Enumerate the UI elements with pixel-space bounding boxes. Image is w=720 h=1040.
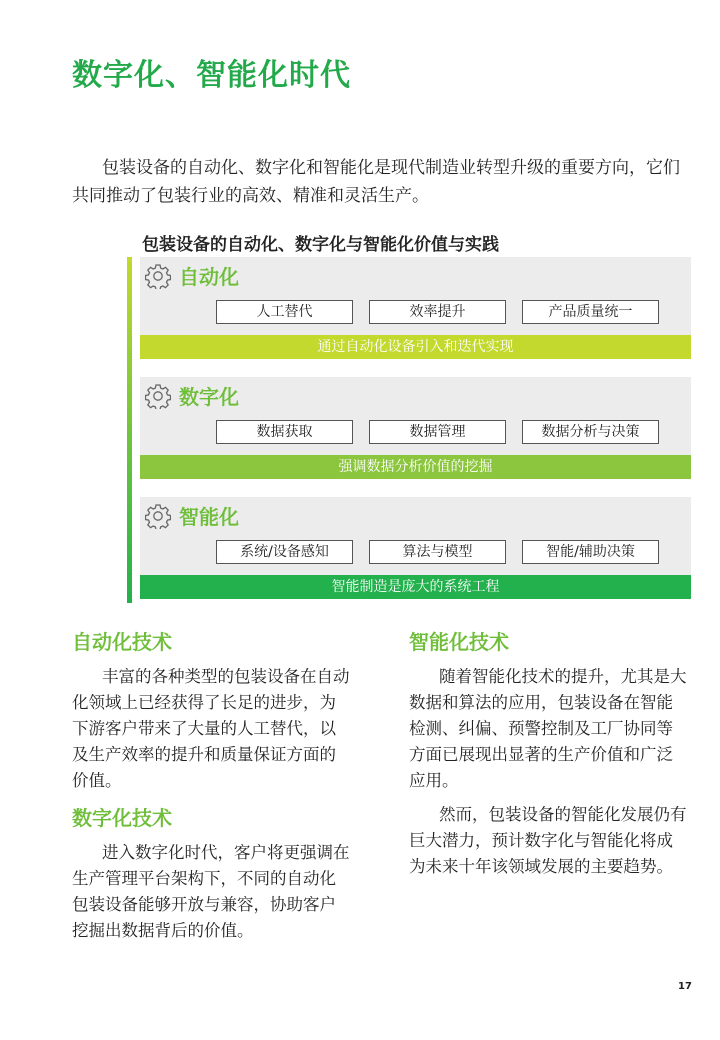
section-label: 数字化 [179,385,239,409]
automation-paragraph: 丰富的各种类型的包装设备在自动化领域上已经获得了长足的进步，为下游客户带来了大量的人工替代，以及生产效率的提升和质量保证方面的价值。 [72,667,350,790]
item-box: 算法与模型 [369,540,506,564]
digital-paragraph: 进入数字化时代，客户将更强调在生产管理平台架构下，不同的自动化包装设备能够开放与兼容，协助客户挖掘出数据背后的价值。 [72,843,350,940]
page-title: 数字化、智能化时代 [72,58,351,93]
panel-heading [145,261,239,290]
item-box: 数据获取 [216,420,353,444]
section-band: 强调数据分析价值的挖掘 [140,455,691,479]
value-diagram [127,257,691,603]
gear-icon [145,263,171,289]
item-box: 数据分析与决策 [522,420,659,444]
intelligent-paragraph: 随着智能化技术的提升，尤其是大数据和算法的应用，包装设备在智能检测、纠偏、预警控制及工厂协同等方面已展现出显著的生产价值和广泛应用。 [409,667,687,790]
panel-digital [140,377,691,479]
panel-intelligent [140,497,691,599]
section-band: 通过自动化设备引入和迭代实现 [140,335,691,359]
section-label: 智能化 [179,505,239,529]
intelligent-paragraph: 然而，包装设备的智能化发展仍有巨大潜力，预计数字化与智能化将成为未来十年该领域发展的主要趋势。 [409,805,687,876]
item-box: 系统/设备感知 [216,540,353,564]
intro-paragraph: 包装设备的自动化、数字化和智能化是现代制造业转型升级的重要方向，它们共同推动了包装行业的高效、精准和灵活生产。 [72,158,680,206]
digital-heading: 数字化技术 [72,806,172,830]
item-boxes [216,420,660,444]
gear-icon [145,503,171,529]
left-column [72,626,352,952]
item-box: 数据管理 [369,420,506,444]
intelligent-heading: 智能化技术 [409,630,509,654]
figure-title: 包装设备的自动化、数字化与智能化价值与实践 [142,235,499,255]
gear-icon [145,383,171,409]
item-box: 智能/辅助决策 [522,540,659,564]
section-band: 智能制造是庞大的系统工程 [140,575,691,599]
right-column [409,626,689,888]
page-number: 17 [678,981,692,992]
panel-heading [145,501,239,530]
item-box: 人工替代 [216,300,353,324]
item-boxes [216,300,660,324]
item-box: 产品质量统一 [522,300,659,324]
diagram-side-bar [127,257,132,603]
item-boxes [216,540,660,564]
panel-heading [145,381,239,410]
section-label: 自动化 [179,265,239,289]
automation-heading: 自动化技术 [72,630,172,654]
item-box: 效率提升 [369,300,506,324]
panel-automation [140,257,691,359]
